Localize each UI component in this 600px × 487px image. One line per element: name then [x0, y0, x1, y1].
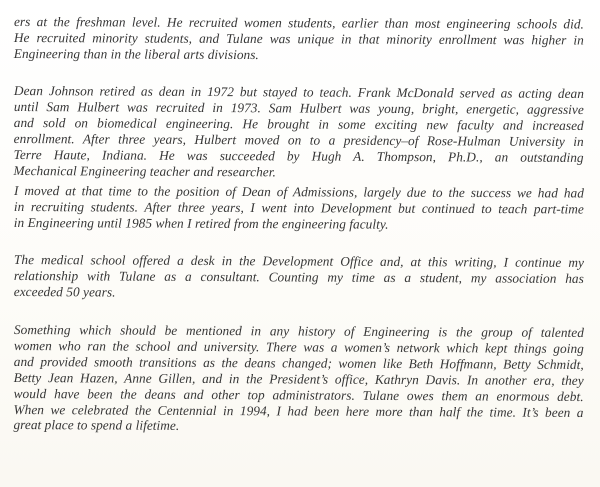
paragraph-dean-of-admissions — [14, 183, 584, 233]
paragraph-medical-school — [14, 252, 584, 303]
text-line: Terre Haute, Indiana. He was succeeded by Hugh A. Thompson, Ph.D., an outstanding — [13, 146, 584, 165]
text-line: Engineering than in the liberal arts divisions. — [13, 45, 259, 62]
text-line: I moved at that time to the position of Dean of Admissions, largely due to the success we had had — [13, 183, 584, 201]
text-line: Betty Jean Hazen, Anne Gillen, and in the President’s office, Kathryn Davis. In another era, they — [13, 369, 584, 388]
text-line: until Sam Hulbert was recruited in 1973. Sam Hulbert was young, bright, energetic, aggressive — [13, 98, 584, 117]
text-line: The medical school offered a desk in the Development Office and, at this writing, I continue my — [13, 252, 584, 270]
text-line: exceeded 50 years. — [13, 283, 116, 300]
text-line: women who ran the school and university. There was a women’s network which kept things going — [13, 337, 584, 356]
text-line: When we celebrated the Centennial in 1994, I had been here more than half the time. It’s been a — [13, 401, 584, 420]
paragraph-womens-network — [13, 322, 584, 436]
text-line: great place to spend a lifetime. — [13, 417, 180, 434]
text-line: and sold on biomedical engineering. He brought in some exciting new faculty and increased — [13, 114, 584, 133]
text-line: Dean Johnson retired as dean in 1972 but stayed to teach. Frank McDonald served as acting dean — [13, 83, 584, 101]
text-line: Something which should be mentioned in any history of Engineering is the group of talented — [13, 322, 584, 340]
text-line: would have been the deans and other top administrators. Tulane owes them an enormous debt. — [13, 385, 584, 404]
text-line: relationship with Tulane as a consultant. Counting my time as a student, my association has — [13, 267, 584, 286]
paragraph-dean-succession — [14, 83, 584, 181]
text-line: He recruited minority students, and Tulane was unique in that minority enrollment was higher in — [13, 29, 584, 48]
text-line: ers at the freshman level. He recruited women students, earlier than most engineering schools did. — [13, 14, 584, 32]
text-line: and provided smooth transitions as the deans changed; women like Beth Hoffmann, Betty Schmidt, — [13, 353, 584, 372]
paragraph-freshman-recruiting — [14, 14, 584, 64]
text-line: in recruiting students. After three years, I went into Development but continued to teach part-time — [13, 198, 584, 217]
text-line: Mechanical Engineering teacher and researcher. — [13, 162, 276, 179]
text-line: enrollment. After three years, Hulbert moved on to a presidency–of Rose-Hulman University in — [13, 130, 584, 149]
text-line: in Engineering until 1985 when I retired from the engineering faculty. — [13, 214, 389, 232]
